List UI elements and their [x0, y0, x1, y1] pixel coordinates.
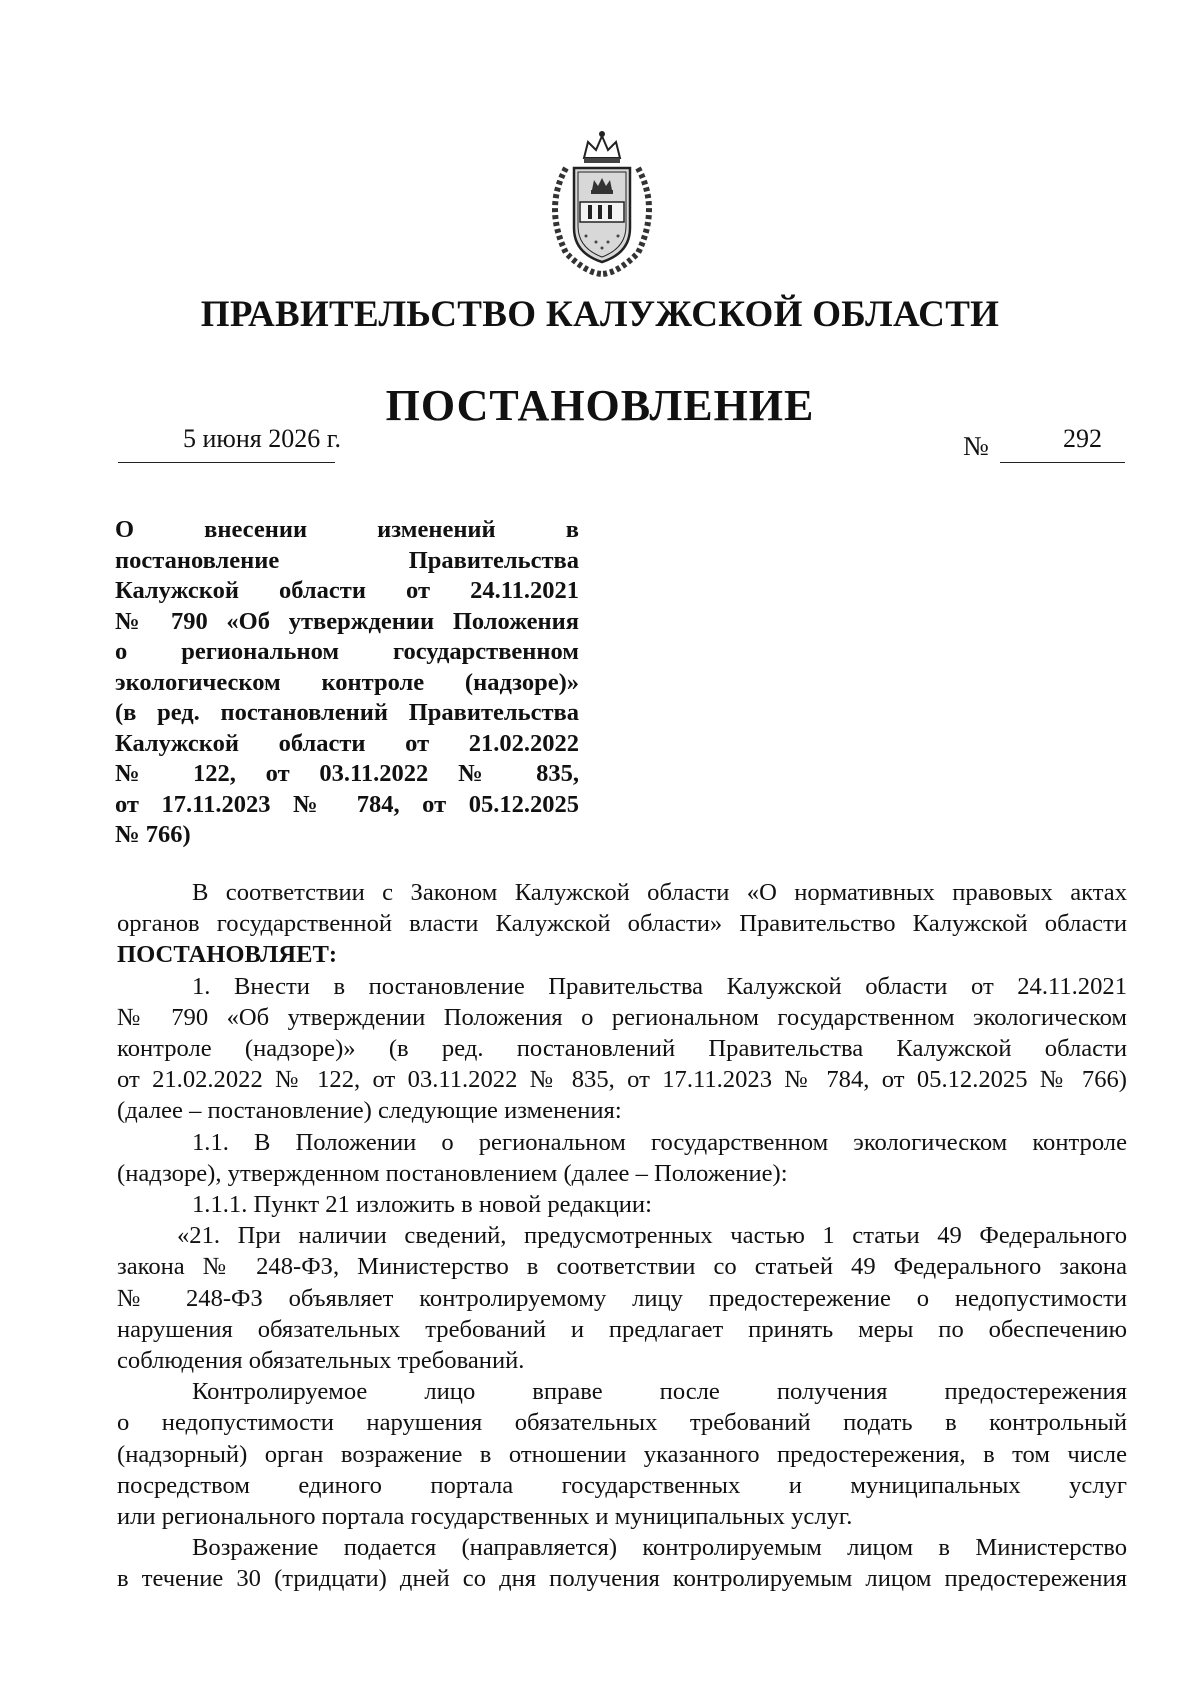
subject-line: № 790 «Об утверждении Положения — [115, 607, 579, 635]
body-line: соблюдения обязательных требований. — [117, 1347, 525, 1375]
subject-line: о региональном государственном — [115, 638, 579, 665]
body-line: органов государственной власти Калужской области» Правительство Калужской области — [117, 910, 1127, 938]
body-line: В соответствии с Законом Калужской области «О нормативных правовых актах — [192, 879, 1127, 906]
body-line: 1. Внести в постановление Правительства Калужской области от 24.11.2021 — [192, 972, 1127, 1000]
body-line: о недопустимости нарушения обязательных требований подать в контрольный — [117, 1409, 1127, 1437]
subject-line: № 766) — [115, 821, 191, 848]
body-line: 1.1.1. Пункт 21 изложить в новой редакции: — [192, 1191, 652, 1219]
document-body — [117, 877, 1127, 1595]
body-line: закона № 248-ФЗ, Министерство в соответствии со статьей 49 Федерального закона — [117, 1253, 1127, 1281]
document-subject — [115, 515, 579, 851]
subject-line: (в ред. постановлений Правительства — [115, 699, 579, 726]
body-line: от 21.02.2022 № 122, от 03.11.2022 № 835, от 17.11.2023 № 784, от 05.12.2025 № 766) — [117, 1066, 1127, 1094]
number-sign: № — [963, 431, 989, 461]
number-underline — [1000, 462, 1125, 463]
subject-line: Калужской области от 24.11.2021 — [115, 577, 579, 604]
body-line: нарушения обязательных требований и предлагает принять меры по обеспечению — [117, 1315, 1127, 1343]
subject-line: О внесении изменений в — [115, 516, 579, 543]
subject-line: от 17.11.2023 № 784, от 05.12.2025 — [115, 790, 579, 818]
document-number: 292 — [1063, 424, 1102, 453]
subject-line: Калужской области от 21.02.2022 — [115, 729, 579, 757]
body-line: 1.1. В Положении о региональном государственном экологическом контроле — [192, 1128, 1127, 1156]
body-line: № 790 «Об утверждении Положения о региональном государственном экологическом — [117, 1003, 1127, 1031]
body-line: или регионального портала государственных и муниципальных услуг. — [117, 1503, 853, 1531]
body-line: (далее – постановление) следующие изменения: — [117, 1097, 622, 1125]
document-type-title: ПОСТАНОВЛЕНИЕ — [385, 381, 815, 430]
body-line: Контролируемое лицо вправе после получения предостережения — [192, 1378, 1127, 1406]
body-line-decree: ПОСТАНОВЛЯЕТ: — [117, 941, 338, 969]
subject-line: экологическом контроле (надзоре)» — [115, 668, 579, 696]
body-line: в течение 30 (тридцати) дней со дня получения контролируемым лицом предостережения — [117, 1565, 1127, 1593]
body-line: контроле (надзоре)» (в ред. постановлений Правительства Калужской области — [117, 1035, 1127, 1063]
body-line: «21. При наличии сведений, предусмотренных частью 1 статьи 49 Федерального — [177, 1222, 1127, 1250]
body-line: Возражение подается (направляется) контролируемым лицом в Министерство — [192, 1534, 1127, 1562]
body-line: № 248-ФЗ объявляет контролируемому лицу предостережение о недопустимости — [117, 1284, 1127, 1312]
body-line: посредством единого портала государственных и муниципальных услуг — [117, 1471, 1127, 1499]
organization-title: ПРАВИТЕЛЬСТВО КАЛУЖСКОЙ ОБЛАСТИ — [200, 294, 1000, 335]
body-line: (надзоре), утвержденном постановлением (далее – Положение): — [117, 1159, 788, 1187]
document-date: 5 июня 2026 г. — [183, 424, 341, 453]
subject-line: постановление Правительства — [115, 546, 579, 574]
body-line: (надзорный) орган возражение в отношении указанного предостережения, в том числе — [117, 1440, 1127, 1468]
coat-of-arms-icon — [536, 128, 668, 278]
date-underline — [118, 462, 335, 463]
subject-line: № 122, от 03.11.2022 № 835, — [115, 760, 579, 787]
